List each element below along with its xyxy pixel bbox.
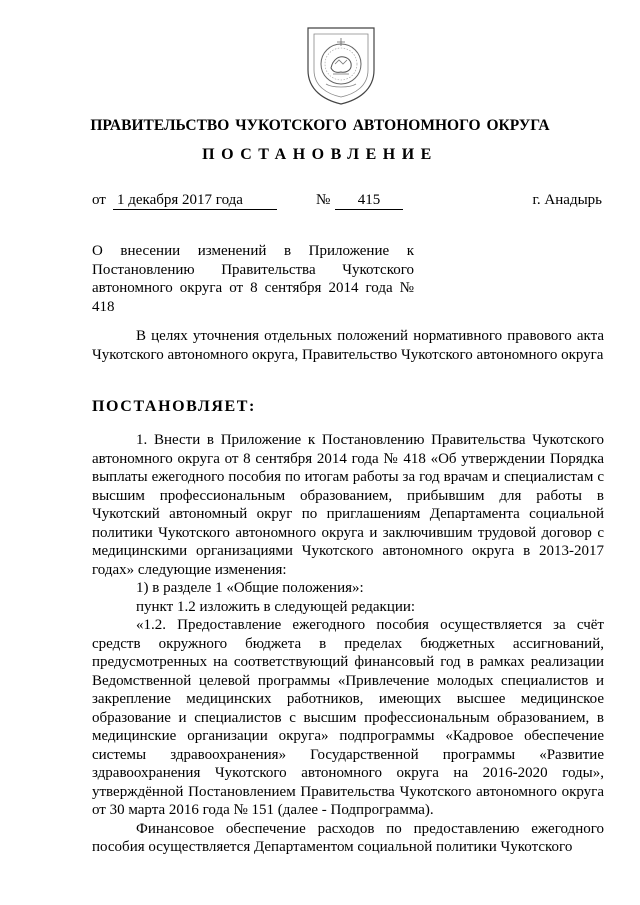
body-paragraph-3: пункт 1.2 изложить в следующей редакции: bbox=[136, 598, 416, 615]
decree-meta-row bbox=[92, 192, 602, 212]
decree-title: ПОСТАНОВЛЕНИЕ bbox=[202, 146, 438, 163]
government-title: ПРАВИТЕЛЬСТВО ЧУКОТСКОГО АВТОНОМНОГО ОКРУГА bbox=[90, 117, 550, 134]
decree-date: 1 декабря 2017 года bbox=[113, 192, 277, 210]
decree-subject: О внесении изменений в Приложение к Постановлению Правительства Чукотского автономного округа от 8 сентября 2014 года № 418 bbox=[92, 243, 414, 315]
preamble-paragraph: В целях уточнения отдельных положений нормативного правового акта Чукотского автономного округа, Правительство Чукотского автономного округа bbox=[92, 328, 604, 363]
resolve-heading: ПОСТАНОВЛЯЕТ: bbox=[92, 398, 256, 415]
body-paragraph-5: Финансовое обеспечение расходов по предоставлению ежегодного пособия осуществляется Департаментом социальной политики Чукотского bbox=[92, 820, 604, 855]
decree-body bbox=[92, 431, 604, 857]
body-paragraph-2: 1) в разделе 1 «Общие положения»: bbox=[136, 580, 364, 596]
number-prefix: № bbox=[316, 192, 331, 208]
body-paragraph-1: 1. Внести в Приложение к Постановлению Правительства Чукотского автономного округа от 8 сентября 2014 года № 418 «Об утверждении Порядка выплаты ежегодного пособия по итогам работы за год врачам и специалистам с высшим профессиональным образованием, прибывшим для работы в Чукотский автономный округ по приглашениям Департамента социальной политики Чукотского автономного округа и заключившим трудовой договор с медицинскими организациями Чукотского автономного округа в 2013-2017 годах» следующие изменения: bbox=[92, 432, 604, 578]
date-prefix: от bbox=[92, 192, 106, 208]
coat-of-arms-emblem bbox=[304, 24, 378, 108]
decree-city: г. Анадырь bbox=[532, 192, 602, 208]
decree-number: 415 bbox=[335, 192, 403, 210]
body-paragraph-4: «1.2. Предоставление ежегодного пособия осуществляется за счёт средств окружного бюджета в пределах бюджетных ассигнований, предусмотренных на соответствующий финансовый год в рамках реализации Ведомственной целевой программы «Привлечение молодых специалистов и закрепление медицинских работников, имеющих высшее медицинское образование и специалистов с высшим профессиональным образованием, в медицинские организации округа» подпрограммы «Кадровое обеспечение системы здравоохранения» Государственной программы «Развитие здравоохранения Чукотского автономного округа на 2016-2020 годы», утверждённой Постановлением Правительства Чукотского автономного округа от 30 марта 2016 года № 151 (далее - Подпрограмма). bbox=[92, 617, 604, 818]
